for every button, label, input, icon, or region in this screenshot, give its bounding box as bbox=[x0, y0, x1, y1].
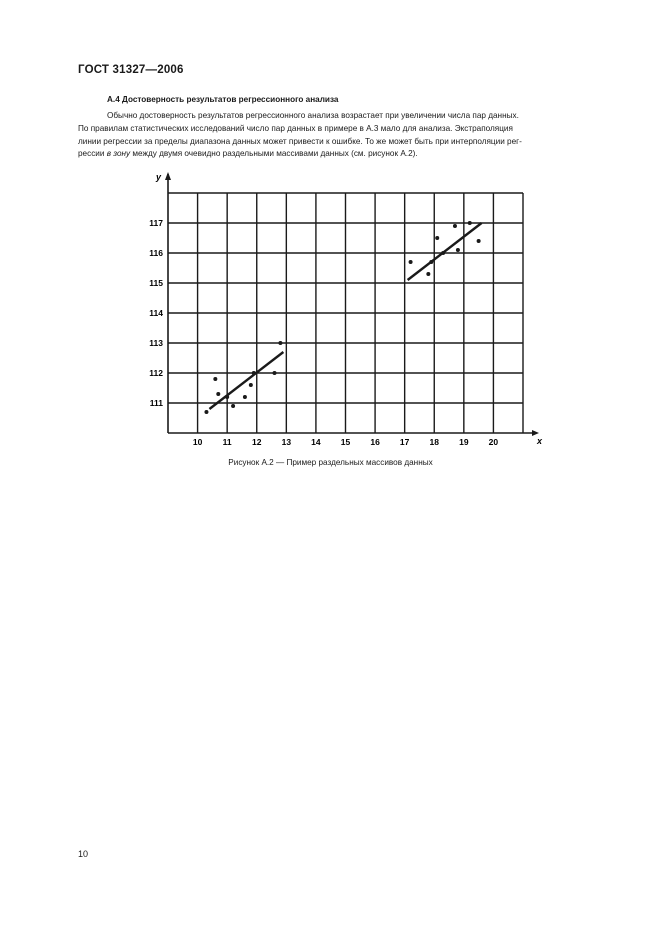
y-tick-label: 115 bbox=[149, 278, 163, 288]
data-point bbox=[441, 251, 445, 255]
data-point bbox=[429, 260, 433, 264]
data-point bbox=[477, 239, 481, 243]
body-line-4-end: между двумя очевидно раздельными массивами данных (см. рисунок А.2). bbox=[130, 149, 418, 159]
data-point bbox=[273, 371, 277, 375]
data-point bbox=[453, 224, 457, 228]
body-line-4-italic: в зону bbox=[106, 149, 131, 159]
data-point bbox=[225, 395, 229, 399]
document-header: ГОСТ 31327—2006 bbox=[78, 64, 184, 76]
y-tick-label: 111 bbox=[149, 398, 163, 408]
y-tick-label: 116 bbox=[149, 248, 163, 258]
scatter-chart bbox=[130, 168, 550, 453]
data-point bbox=[243, 395, 247, 399]
x-tick-label: 14 bbox=[311, 437, 321, 447]
x-tick-label: 18 bbox=[429, 437, 439, 447]
y-tick-label: 113 bbox=[149, 338, 163, 348]
data-point bbox=[435, 236, 439, 240]
data-point bbox=[216, 392, 220, 396]
x-tick-label: 17 bbox=[399, 437, 410, 447]
figure-caption: Рисунок А.2 — Пример раздельных массивов данных bbox=[228, 458, 433, 467]
data-point bbox=[409, 260, 413, 264]
data-point bbox=[252, 371, 256, 375]
regression-line bbox=[209, 352, 283, 409]
x-tick-label: 12 bbox=[252, 437, 262, 447]
page-number: 10 bbox=[78, 849, 89, 859]
data-point bbox=[204, 410, 208, 414]
section-heading: А.4 Достоверность результатов регрессионного анализа bbox=[107, 95, 339, 104]
body-line-4 bbox=[78, 148, 584, 161]
y-tick-label: 117 bbox=[149, 218, 163, 228]
data-point bbox=[278, 341, 282, 345]
x-tick-label: 13 bbox=[281, 437, 292, 447]
x-tick-label: 15 bbox=[340, 437, 351, 447]
data-point bbox=[231, 404, 235, 408]
y-axis-arrow bbox=[165, 172, 171, 180]
x-tick-label: 11 bbox=[222, 437, 232, 447]
regression-line bbox=[408, 223, 482, 280]
y-tick-label: 112 bbox=[149, 368, 163, 378]
data-point bbox=[426, 272, 430, 276]
x-axis-label: x bbox=[537, 436, 543, 446]
y-tick-label: 114 bbox=[149, 308, 163, 318]
body-line-3: линии регрессии за пределы диапазона данных может привести к ошибке. То же может быть при интерполяции рег- bbox=[78, 136, 522, 146]
x-tick-label: 20 bbox=[488, 437, 499, 447]
y-axis-label: y bbox=[156, 172, 162, 182]
x-tick-label: 16 bbox=[370, 437, 380, 447]
body-line-4-start: рессии bbox=[78, 149, 107, 159]
section-body bbox=[78, 110, 584, 161]
body-line-1: Обычно достоверность результатов регрессионного анализа возрастает при увеличении числа пар данных. bbox=[107, 111, 519, 120]
x-tick-label: 19 bbox=[459, 437, 469, 447]
data-point bbox=[249, 383, 253, 387]
body-line-2: По правилам статистических исследований число пар данных в примере в А.3 мало для анализа. Экстраполяция bbox=[78, 123, 513, 133]
data-point bbox=[213, 377, 217, 381]
data-point bbox=[456, 248, 460, 252]
data-point bbox=[468, 221, 472, 225]
x-tick-label: 10 bbox=[192, 437, 203, 447]
